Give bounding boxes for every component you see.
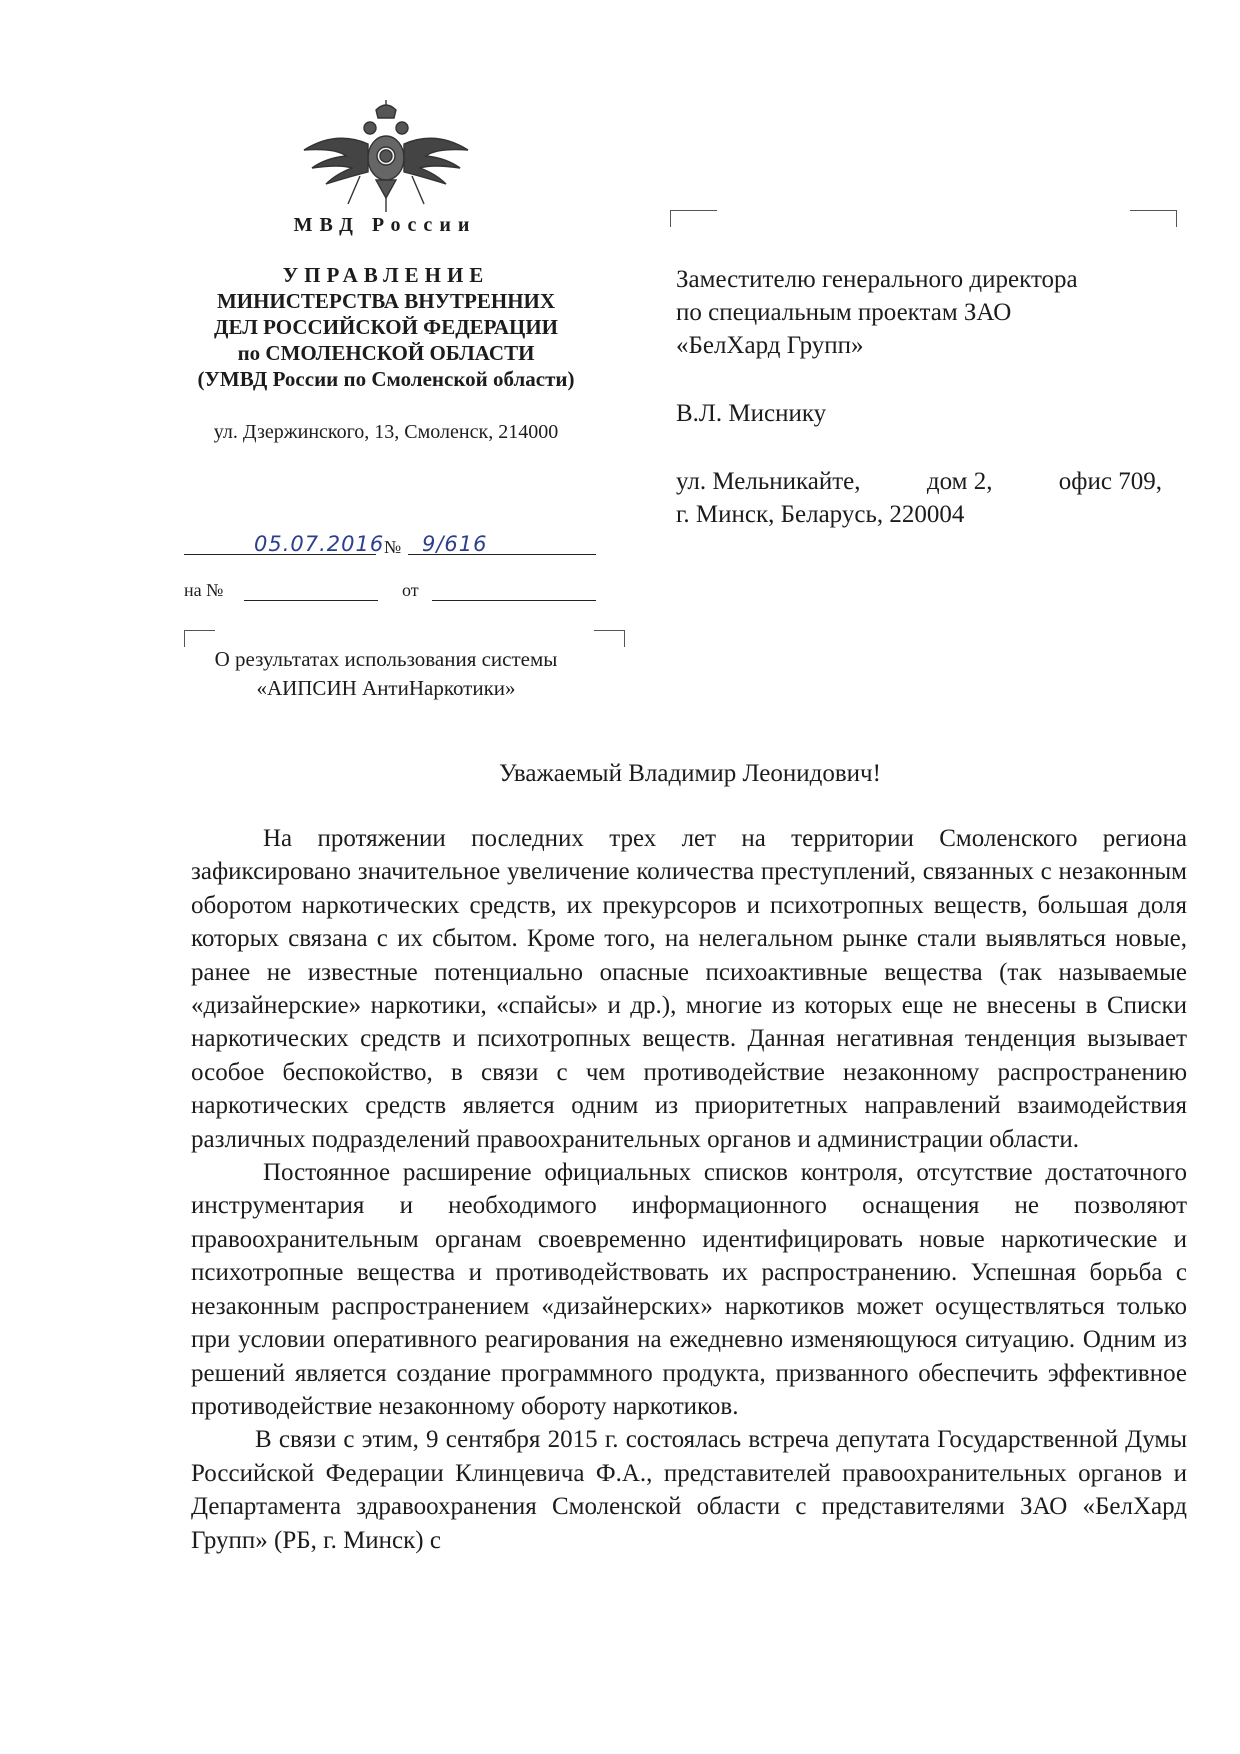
- number-label: №: [384, 537, 402, 557]
- letter-subject: [150, 645, 622, 703]
- body-paragraph: В связи с этим, 9 сентября 2015 г. состоялась встреча депутата Государственной Думы Российской Федерации Клинцевича Ф.А., представителей правоохранительных органов и Департамента здравоохранения Смоленской области с представителями ЗАО «БелХард Групп» (РБ, г. Минск) с: [191, 1426, 1187, 1554]
- org-short-name: МВД России: [293, 214, 477, 236]
- org-line: УПРАВЛЕНИЕ: [282, 263, 490, 287]
- subject-line: О результатах использования системы: [214, 647, 558, 671]
- addressee-corner-left: [670, 210, 717, 227]
- registration-block: [184, 532, 624, 612]
- ref-label: на №: [184, 580, 224, 600]
- letter-body: [191, 822, 1187, 1557]
- addressee-office: офис 709,: [1058, 468, 1162, 495]
- addressee-position-line: по специальным проектам ЗАО: [676, 299, 1012, 326]
- body-paragraph: Постоянное расширение официальных списков контроля, отсутствие достаточного инструментария и необходимого информационного оснащения не позволяют правоохранительным органам своевременно идентифицировать новые наркотические и психотропные вещества и противодействовать их распространению. Успешная борьба с незаконным распространением «дизайнерских» наркотиков может осуществляться только при условии оперативного реагирования на ежедневно изменяющуюся ситуацию. Одним из решений является создание программного продукта, призванного обеспечить эффективное противодействие незаконному обороту наркотиков.: [191, 1159, 1187, 1420]
- double-headed-eagle-emblem-icon: [296, 100, 476, 220]
- addressee-house: дом 2,: [926, 468, 993, 495]
- registration-number: 9/616: [422, 532, 488, 556]
- salutation: Уважаемый Владимир Леонидович!: [499, 760, 881, 787]
- org-full-name: [150, 262, 622, 392]
- addressee-street-line: [676, 465, 1162, 498]
- org-line: МИНИСТЕРСТВА ВНУТРЕННИХ: [216, 289, 556, 313]
- addressee-position-line: «БелХард Групп»: [676, 332, 864, 359]
- addressee-city: г. Минск, Беларусь, 220004: [676, 501, 965, 528]
- org-line: по СМОЛЕНСКОЙ ОБЛАСТИ: [237, 341, 535, 365]
- org-line: ДЕЛ РОССИЙСКОЙ ФЕДЕРАЦИИ: [214, 315, 558, 339]
- from-label: от: [402, 580, 419, 600]
- addressee-position-line: Заместителю генерального директора: [676, 266, 1078, 293]
- registration-date: 05.07.2016: [254, 532, 385, 556]
- addressee-corner-right: [1130, 210, 1177, 227]
- addressee-name: В.Л. Миснику: [676, 400, 827, 427]
- subject-line: «АИПСИН АнтиНаркотики»: [256, 676, 516, 700]
- body-paragraph: На протяжении последних трех лет на территории Смоленского региона зафиксировано значительное увеличение количества преступлений, связанных с незаконным оборотом наркотических средств, их прекурсоров и психотропных веществ, большая доля которых связана с их сбытом. Кроме того, на нелегальном рынке стали выявляться новые, ранее не известные потенциально опасные психоактивные вещества (так называемые «дизайнерские» наркотики, «спайсы» и др.), многие из которых еще не внесены в Списки наркотических средств и психотропных веществ. Данная негативная тенденция вызывает особое беспокойство, в связи с чем противодействие незаконному распространению наркотических средств является одним из приоритетных направлений взаимодействия различных подразделений правоохранительных органов и администрации области.: [191, 825, 1187, 1153]
- org-line: (УМВД России по Смоленской области): [197, 367, 575, 391]
- addressee-street: ул. Мельникайте,: [676, 468, 861, 495]
- addressee-block: [676, 263, 1196, 531]
- org-address: ул. Дзержинского, 13, Смоленск, 214000: [213, 421, 559, 443]
